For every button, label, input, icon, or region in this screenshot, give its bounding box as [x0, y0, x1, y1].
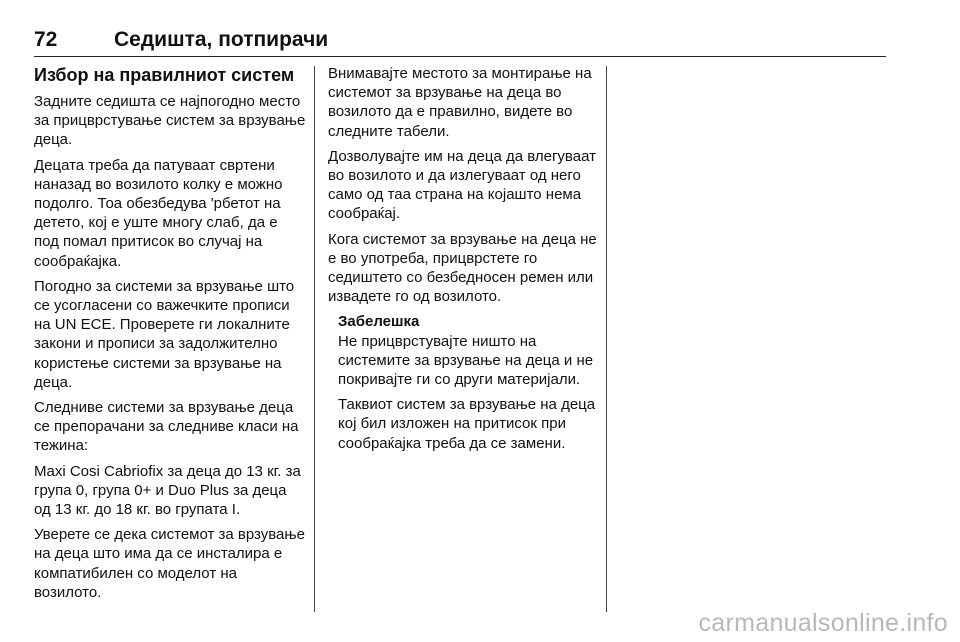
note-paragraph: Таквиот систем за врзување на деца кој бил изложен на притисок при сообраќајка треба да се замени.: [338, 396, 596, 452]
paragraph: Кога системот за врзување на деца не е во употреба, прицврстете го седиштето со безбедносен ремен или извадете го од возилото.: [328, 230, 597, 306]
paragraph: Maxi Cosi Cabriofix за деца до 13 кг. за група 0, група 0+ и Duo Plus за деца од 13 кг. до 18 кг. во групата I.: [34, 462, 301, 519]
watermark: carmanualsonline.info: [698, 609, 948, 637]
page-number: 72: [34, 28, 58, 51]
note-box: [338, 312, 600, 452]
note-heading: Забелешка: [338, 313, 420, 331]
paragraph: Децата треба да патуваат свртени наназад во возилото колку е можно подолго. Тоа обезбедува 'рбетот на детето, кој е уште многу слаб, да е под помал притисок во случај на сообраќајка.: [34, 156, 283, 270]
chapter-title: Седишта, потпирачи: [114, 28, 329, 51]
paragraph: Уверете се дека системот за врзување на деца што има да се инсталира е компатибилен со моделот на возилото.: [34, 526, 305, 601]
column-divider: [314, 66, 315, 612]
paragraph: Следниве системи за врзување деца се препорачани за следниве класи на тежина:: [34, 399, 299, 455]
paragraph: Погодно за системи за врзување што се усогласени со важечките прописи на UN ECE. Проверете ги локалните закони и прописи за задолжително користење системи за врзување на деца.: [34, 277, 295, 391]
column-divider: [606, 66, 607, 612]
left-column: [34, 64, 306, 608]
middle-column: [328, 64, 600, 459]
paragraph: Внимавајте местото за монтирање на системот за врзување на деца во возилото да е правилно, видете во следните табели.: [328, 65, 592, 140]
page-header: [34, 26, 886, 57]
note-paragraph: Не прицврстувајте ништо на системите за врзување на деца и не покривајте ги со други материјали.: [338, 332, 594, 389]
paragraph: Задните седишта се најпогодно место за прицврстување систем за врзување деца.: [34, 93, 306, 149]
paragraph: Дозволувајте им на деца да влегуваат во возилото и да излегуваат од него само од таа страна на којашто нема сообраќај.: [328, 147, 596, 223]
section-heading: Избор на правилниот систем: [34, 65, 295, 85]
